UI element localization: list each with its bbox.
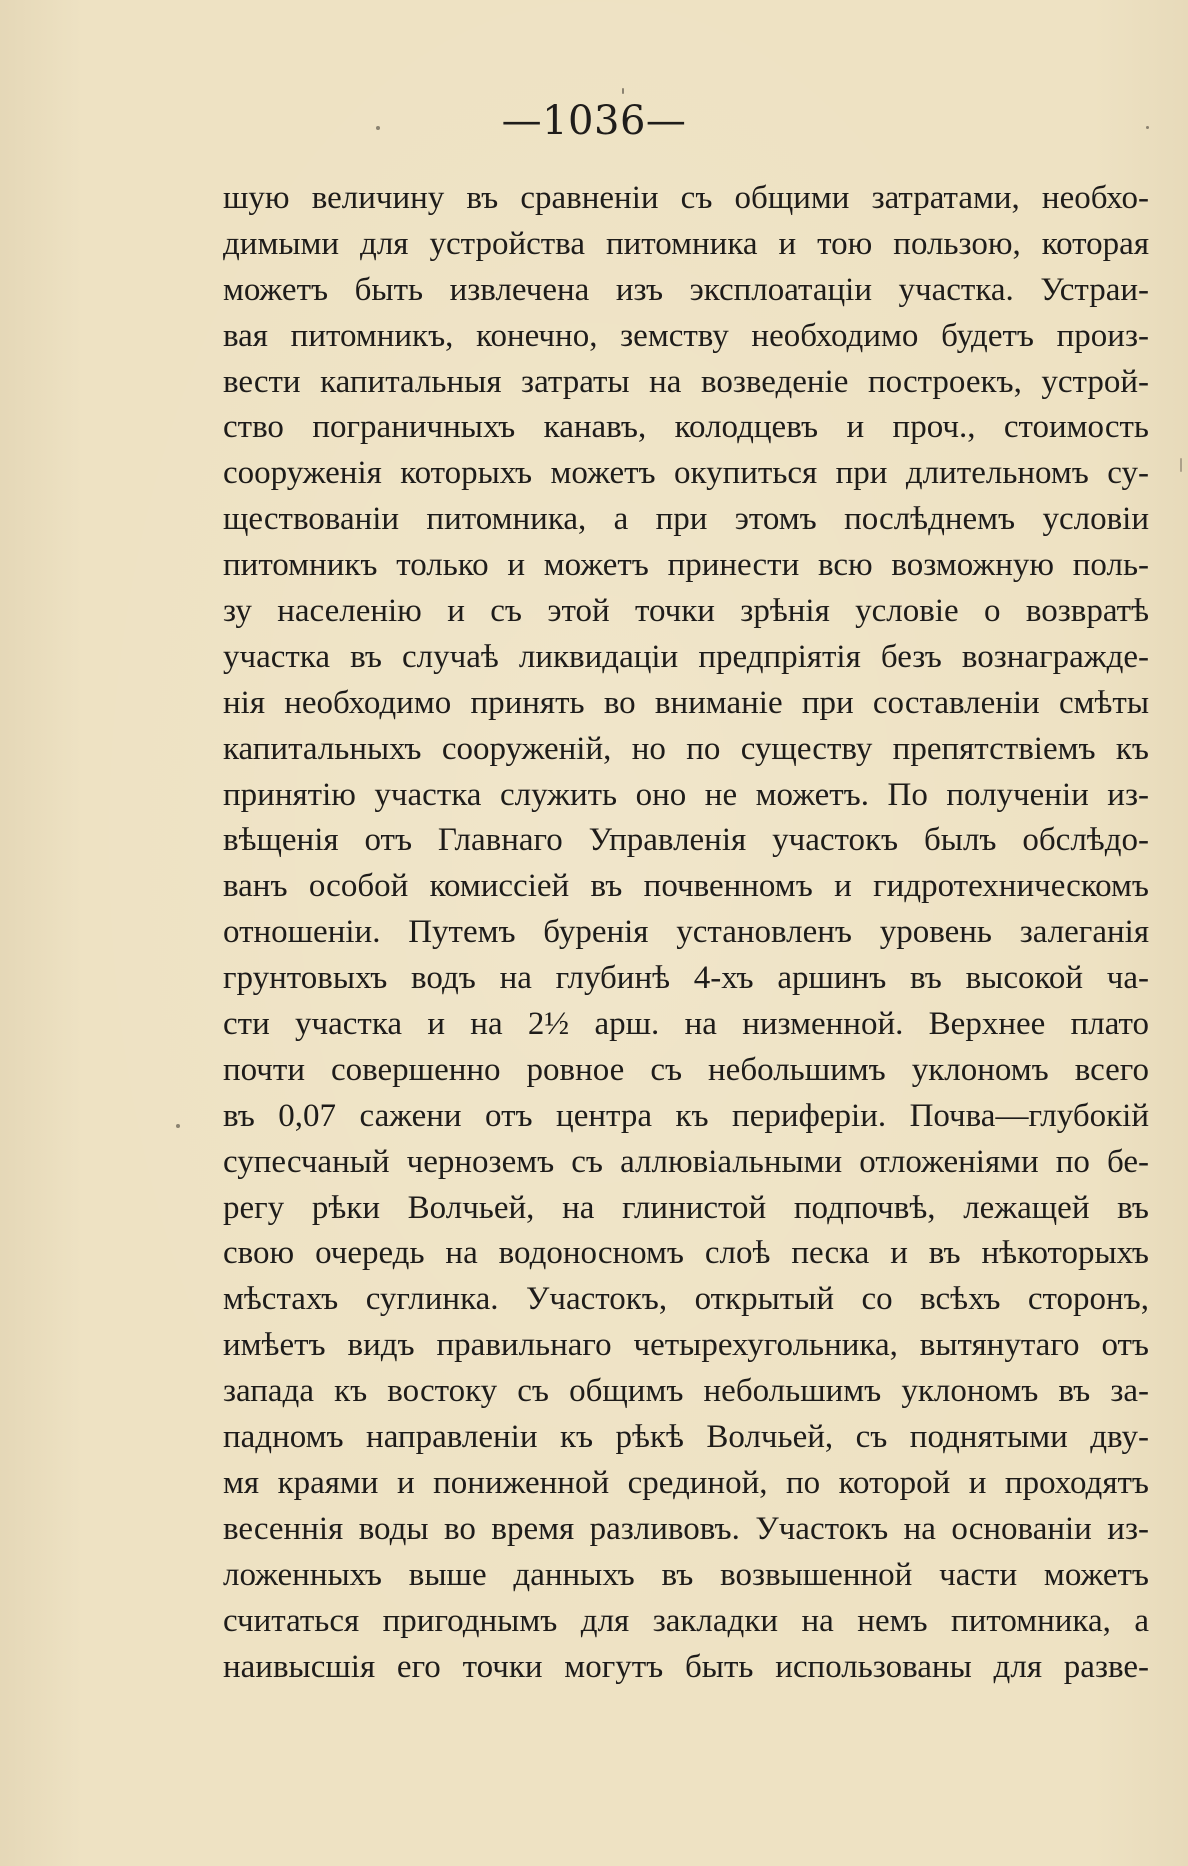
text-line: можетъ быть извлечена изъ эксплоатаціи участка. Устраи- xyxy=(223,271,1149,308)
text-line: грунтовыхъ водъ на глубинѣ 4-хъ аршинъ въ высокой ча- xyxy=(223,960,1149,997)
text-line: въ 0,07 сажени отъ центра къ периферіи. Почва—глубокій xyxy=(223,1097,1149,1134)
text-line: регу рѣки Волчьей, на глинистой подпочвѣ, лежащей въ xyxy=(223,1189,1149,1226)
text-line: наивысшія его точки могутъ быть использованы для разве- xyxy=(223,1648,1149,1685)
text-line: капитальныхъ сооруженій, но по существу препятствіемъ къ xyxy=(223,730,1149,767)
text-line: сти участка и на 2½ арш. на низменной. Верхнее плато xyxy=(223,1006,1149,1043)
text-line: вѣщенія отъ Главнаго Управленія участокъ былъ обслѣдо- xyxy=(223,822,1149,859)
print-speck xyxy=(376,126,380,130)
text-line: запада къ востоку съ общимъ небольшимъ уклономъ въ за- xyxy=(223,1373,1149,1410)
print-speck xyxy=(1146,126,1149,129)
text-line: имѣетъ видъ правильнаго четырехугольника, вытянутаго отъ xyxy=(223,1327,1149,1364)
text-line: сооруженія которыхъ можетъ окупиться при длительномъ су- xyxy=(223,455,1149,492)
text-line: питомникъ только и можетъ принести всю возможную поль- xyxy=(223,547,1149,584)
text-line: падномъ направленіи къ рѣкѣ Волчьей, съ поднятыми дву- xyxy=(223,1419,1149,1456)
text-line: мя краями и пониженной срединой, по которой и проходятъ xyxy=(223,1464,1149,1501)
page-number: —1036— xyxy=(501,98,687,144)
text-line: вести капитальныя затраты на возведеніе построекъ, устрой- xyxy=(223,363,1149,400)
text-line: почти совершенно ровное съ небольшимъ уклономъ всего xyxy=(223,1051,1149,1088)
text-line: мѣстахъ суглинка. Участокъ, открытый со всѣхъ сторонъ, xyxy=(223,1281,1149,1318)
text-line: ложенныхъ выше данныхъ въ возвышенной части можетъ xyxy=(223,1556,1149,1593)
text-line: отношеніи. Путемъ буренія установленъ уровень залеганія xyxy=(223,914,1149,951)
text-line: весеннія воды во время разливовъ. Участокъ на основаніи из- xyxy=(223,1510,1149,1547)
print-speck xyxy=(176,1124,180,1128)
text-line: ство пограничныхъ канавъ, колодцевъ и проч., стоимость xyxy=(223,409,1149,446)
text-line: димыми для устройства питомника и тою пользою, которая xyxy=(223,225,1149,262)
body-text xyxy=(223,176,1149,1690)
print-speck xyxy=(622,88,624,94)
text-line: нія необходимо принять во вниманіе при составленіи смѣты xyxy=(223,684,1149,721)
text-line: зу населенію и съ этой точки зрѣнія условіе о возвратѣ xyxy=(223,593,1149,630)
text-line: считаться пригоднымъ для закладки на немъ питомника, а xyxy=(223,1602,1149,1639)
text-line: супесчаный черноземъ съ аллювіальными отложеніями по бе- xyxy=(223,1143,1149,1180)
text-line: ванъ особой комиссіей въ почвенномъ и гидротехническомъ xyxy=(223,868,1149,905)
text-line: ществованіи питомника, а при этомъ послѣднемъ условіи xyxy=(223,501,1149,538)
text-line: свою очередь на водоносномъ слоѣ песка и въ нѣкоторыхъ xyxy=(223,1235,1149,1272)
text-line: шую величину въ сравненіи съ общими затратами, необхо- xyxy=(223,180,1149,216)
text-line: принятію участка служить оно не можетъ. По полученіи из- xyxy=(223,776,1149,813)
text-line: участка въ случаѣ ликвидаціи предпріятія безъ вознагражде- xyxy=(223,638,1149,675)
print-speck xyxy=(1180,458,1182,472)
text-line: вая питомникъ, конечно, земству необходимо будетъ произ- xyxy=(223,317,1149,354)
